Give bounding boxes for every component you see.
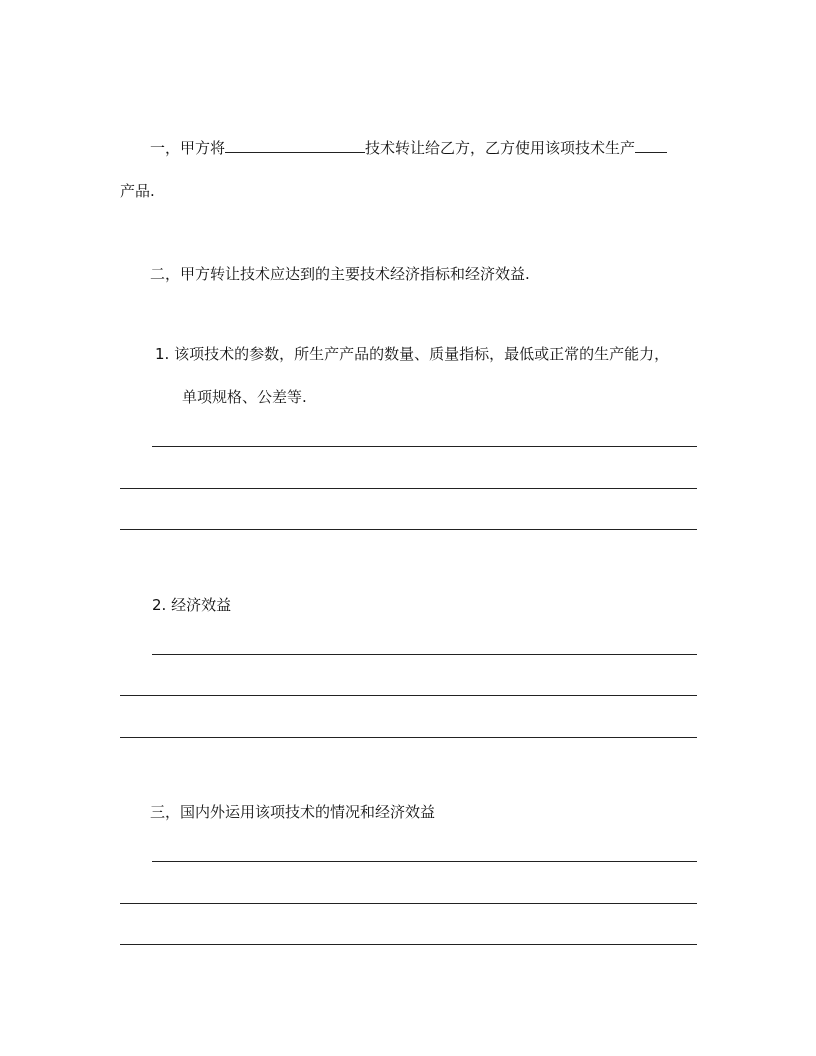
clause-3-heading: 三，国内外运用该项技术的情况和经济效益 xyxy=(150,803,436,821)
clause-3-answer-line-2[interactable] xyxy=(120,903,697,904)
item-1-answer-line-2[interactable] xyxy=(120,488,697,489)
clause-2-item-1-text: . 该项技术的参数，所生产产品的数量、质量指标，最低或正常的生产能力， xyxy=(164,345,670,363)
item-2-answer-line-3[interactable] xyxy=(120,737,697,738)
clause-2-item-2: 2. 经济效益 xyxy=(152,596,232,614)
product-name-blank[interactable] xyxy=(635,137,667,153)
technology-name-blank[interactable] xyxy=(225,137,365,153)
clause-2-item-1-line-1 xyxy=(155,344,669,364)
clause-2-item-1-line-2: 单项规格、公差等. xyxy=(182,388,307,406)
clause-3-answer-line-1[interactable] xyxy=(152,861,697,862)
clause-1-line-2: 产品. xyxy=(120,182,155,200)
clause-2-item-1-number: 1 xyxy=(155,345,165,363)
clause-3-answer-line-3[interactable] xyxy=(120,944,697,945)
clause-1-line-1 xyxy=(150,137,667,158)
item-1-answer-line-1[interactable] xyxy=(152,446,697,447)
item-2-answer-line-1[interactable] xyxy=(152,654,697,655)
clause-2-heading: 二，甲方转让技术应达到的主要技术经济指标和经济效益. xyxy=(150,265,530,283)
clause-1-prefix: 一，甲方将 xyxy=(150,139,226,157)
item-1-answer-line-3[interactable] xyxy=(120,529,697,530)
item-2-answer-line-2[interactable] xyxy=(120,695,697,696)
clause-1-middle: 技术转让给乙方，乙方使用该项技术生产 xyxy=(365,139,636,157)
